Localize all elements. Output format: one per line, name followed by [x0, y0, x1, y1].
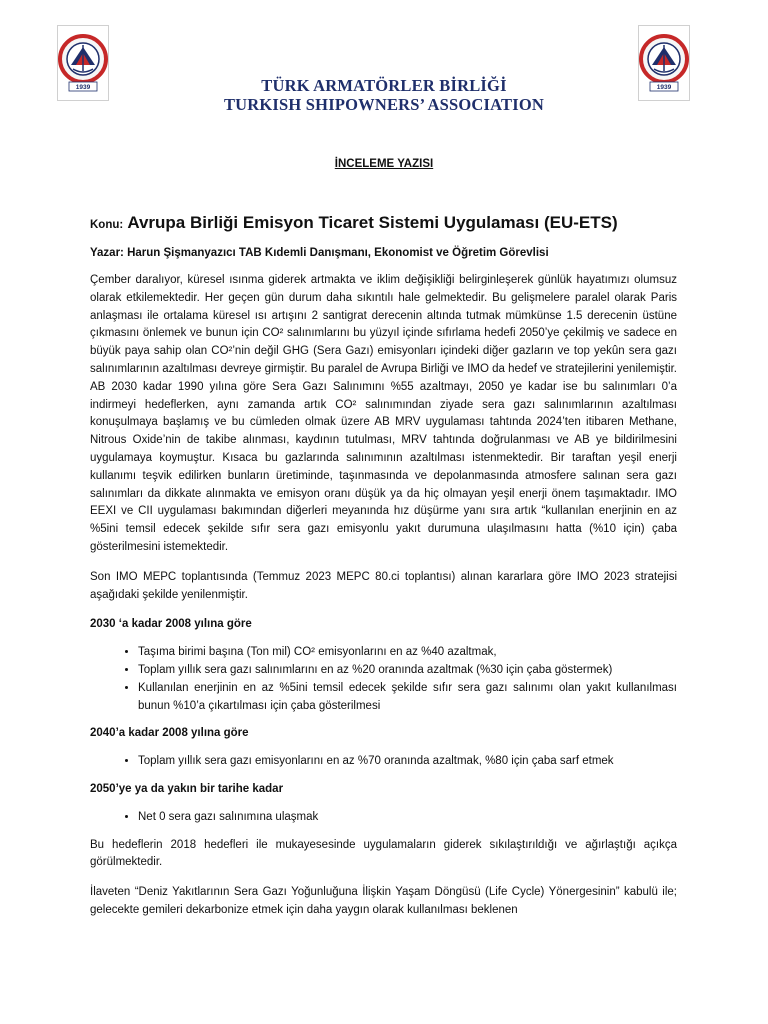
paragraph-intro: Çember daralıyor, küresel ısınma giderek artmakta ve iklim değişikliği belirginleşerek günlük hayatımızı olumsuz olarak etkilemektedir. Her geçen gün durum daha sıkıntılı hale gelmektedir. Bu gelişmelere paralel olarak Paris anlaşması ile ortalama küresel ısı artışını 2 santigrat derecenin altında tutmak mümkünse 1.5 derecenin üstüne çıkmasını önlemek ve bunun için CO² salınımlarını bu yüzyıl içinde sıfırlama hedefi 2050’ye çekilmiş ve sadece en büyük paya sahip olan CO²’nin değil GHG (Sera Gazı) emisyonları içindeki diğer gazların ve top yekûn sera gazı salınımlarının azaltılması devreye girmiştir. Bu paralel de Avrupa Birliği ve IMO da hedef ve stratejilerini yenilemiştir. AB 2030 kadar 1990 yılına göre Sera Gazı Salınımını %55 azaltmayı, 2050 ye kadar ise bu salınımları 0’a indirmeyi hedeflerken, aynı zamanda artık CO² salınımından ziyade sera gazı salınımlarının azaltılması konuşulmaya başlamış ve bu cümleden olmak üzere AB MRV uygulaması tahtında 2024’ten itibaren Methane, Nitrous Oxide’nin de takibe alınması, kaydının tutulması, MRV tahtında doğrulanması ve AB ye bildirilmesini uygulamaya koymuştur. Kısaca bu gazlarında salınımının azaltılması istenmektedir. Bir taraftan yeşil enerji kullanımı teşvik edilirken bunların üretiminde, taşınmasında ve depolanmasında atmosfere salınan sera gazı salınımları da dikkate alınmakta ve emisyon oranı düşük ya da hiç olmayan yeşil enerji önem taşımaktadır. IMO EEXI ve CII uygulaması bakımından diğerleri meyanında hız düşürme yanı sıra artık “kullanılan enerjinin en az %5ini temsil edecek şekilde sıfır sera gazı emisyonlu yakıt durumuna ulaşılmasını hatta (%10 için) çaba gösterilmesini istemektedir.	[90, 274, 677, 553]
document-type-title: İNCELEME YAZISI	[334, 158, 434, 170]
list-item: • Net 0 sera gazı salınımına ulaşmak	[138, 809, 677, 827]
list-item: • Kullanılan enerjinin en az %5ini temsil edecek şekilde sıfır sera gazı salınımı olan yakıt kullanılması bunun %10’a çıkartılması için çaba gösterilmesi	[138, 680, 677, 716]
subject-label: Konu:	[90, 219, 124, 231]
organization-name-english: TURKISH SHIPOWNERS’ ASSOCIATION	[223, 95, 545, 114]
list-2040	[90, 753, 677, 771]
logo-year-left: 1939	[75, 84, 91, 91]
subject-line	[90, 213, 680, 233]
list-item: • Toplam yıllık sera gazı emisyonlarını en az %70 oranında azaltmak, %80 için çaba sarf etmek	[138, 753, 677, 771]
subject-text: Avrupa Birliği Emisyon Ticaret Sistemi Uygulaması (EU-ETS)	[127, 213, 618, 232]
paragraph-lifecycle: İlaveten “Deniz Yakıtlarının Sera Gazı Yoğunluğuna İlişkin Yaşam Döngüsü (Life Cycle) Yönergesinin” kabulü ile; gelecekte gemileri dekarbonize etmek için daha yaygın olarak kullanılması beklenen	[90, 886, 677, 916]
list-item: • Toplam yıllık sera gazı salınımlarını en az %20 oranında azaltmak (%30 için çaba göstermek)	[138, 662, 677, 680]
organization-name-turkish: TÜRK ARMATÖRLER BİRLİĞİ	[261, 76, 507, 95]
heading-2050: 2050’ye ya da yakın bir tarihe kadar	[90, 782, 284, 795]
heading-2040: 2040’a kadar 2008 yılına göre	[90, 727, 249, 740]
list-item: • Taşıma birimi başına (Ton mil) CO² emisyonlarını en az %40 azaltmak,	[138, 644, 677, 662]
heading-2030: 2030 ‘a kadar 2008 yılına göre	[90, 618, 252, 631]
list-2050	[90, 809, 677, 827]
list-2030	[90, 644, 677, 715]
paragraph-comparison: Bu hedeflerin 2018 hedefleri ile mukayesesinde uygulamaların giderek sıkılaştırıldığı ve ağırlaştığı açıkça görülmektedir.	[90, 838, 677, 869]
document-body	[90, 272, 677, 932]
paragraph-imo-strategy: Son IMO MEPC toplantısında (Temmuz 2023 MEPC 80.ci toplantısı) alınan kararlara göre IMO 2023 stratejisi aşağıdaki şekilde yenilenmiştir.	[90, 570, 677, 601]
author-line: Yazar: Harun Şişmanyazıcı TAB Kıdemli Danışmanı, Ekonomist ve Öğretim Görevlisi	[90, 247, 549, 259]
logo-year-right: 1939	[656, 84, 672, 91]
